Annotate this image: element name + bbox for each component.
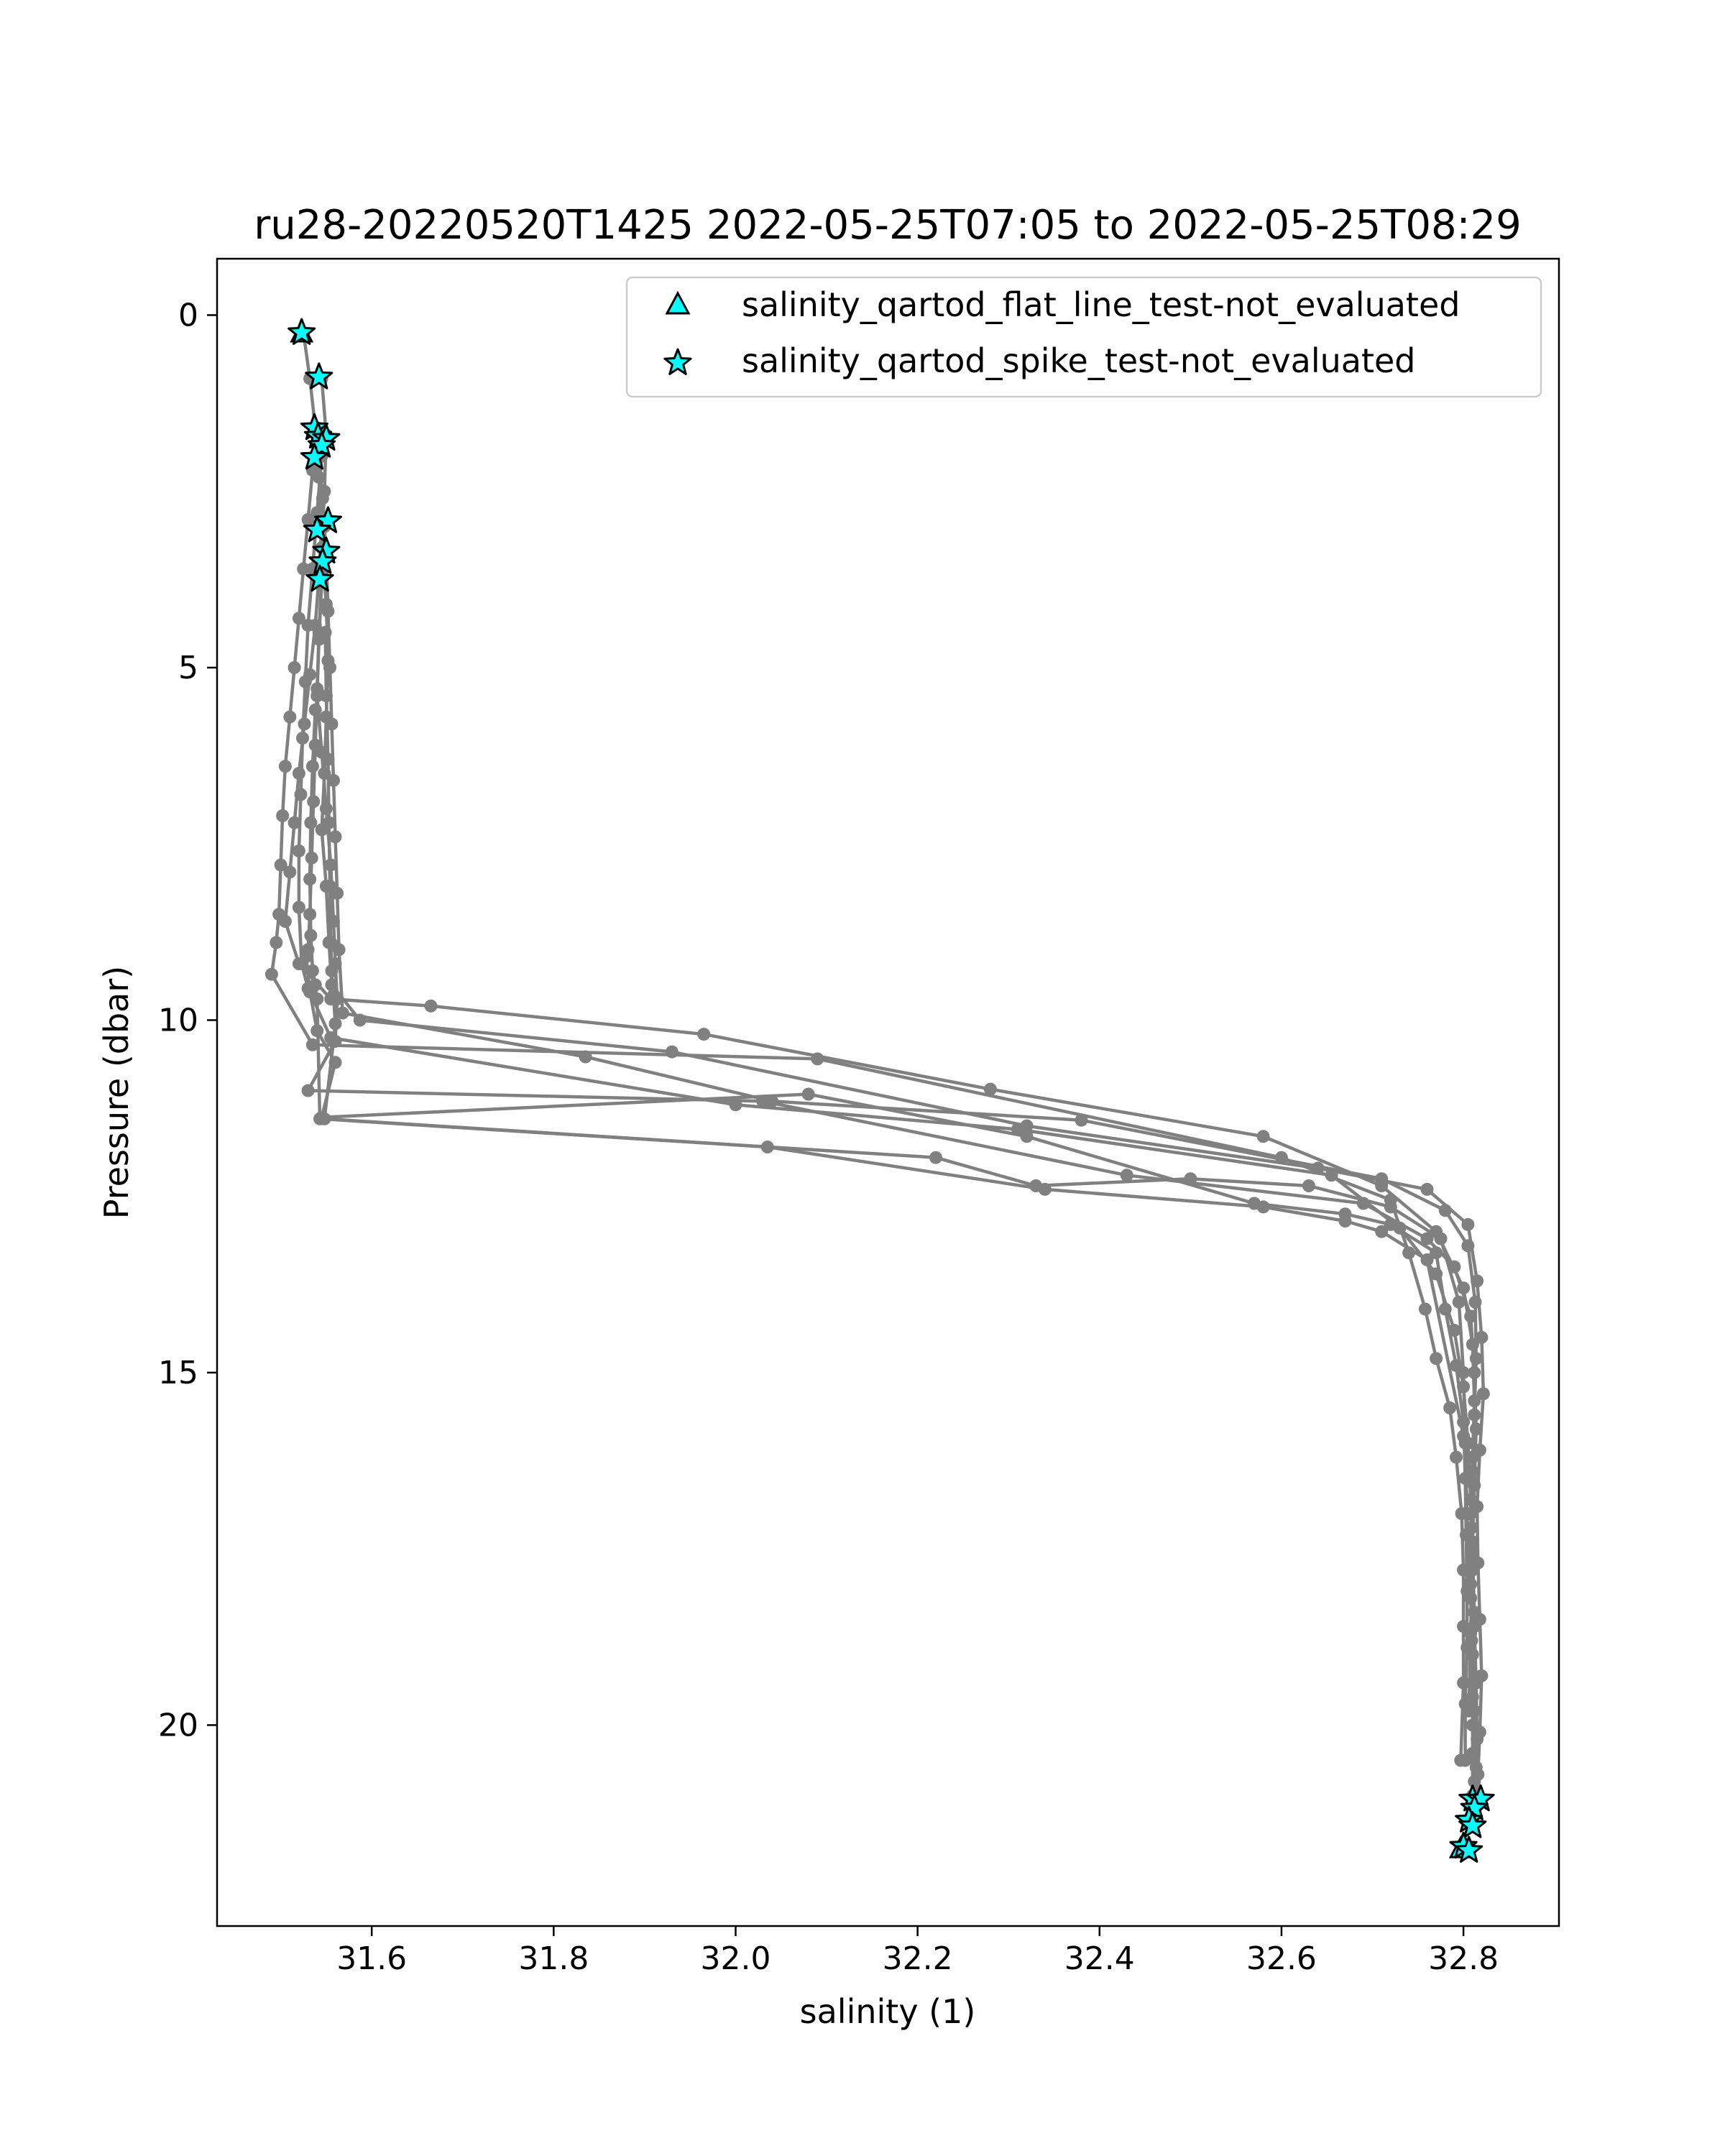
- y-axis-label: Pressure (dbar): [97, 965, 136, 1220]
- data-point: [1312, 1162, 1325, 1175]
- data-point: [1473, 1444, 1486, 1457]
- data-point: [1448, 1261, 1460, 1273]
- data-point: [1461, 1218, 1474, 1231]
- data-point: [1471, 1274, 1484, 1287]
- data-point: [697, 1028, 710, 1041]
- data-point: [275, 859, 288, 872]
- data-point: [1430, 1352, 1443, 1365]
- data-point: [283, 711, 296, 724]
- data-point: [299, 676, 312, 688]
- data-point: [320, 689, 333, 702]
- data-point: [288, 661, 301, 674]
- data-point: [1463, 1577, 1476, 1590]
- data-point: [296, 732, 309, 745]
- data-point: [310, 992, 323, 1005]
- data-point: [329, 1017, 342, 1030]
- data-point: [1375, 1172, 1388, 1185]
- data-point: [1457, 1416, 1470, 1429]
- data-point: [279, 760, 292, 773]
- data-point: [1435, 1233, 1448, 1245]
- data-point: [1039, 1183, 1052, 1196]
- data-point: [1464, 1472, 1477, 1485]
- data-point: [1457, 1366, 1470, 1379]
- data-point: [304, 816, 317, 829]
- data-point: [1453, 1296, 1466, 1309]
- x-tick-label: 32.6: [1246, 1940, 1317, 1977]
- data-point: [288, 816, 301, 829]
- data-point: [1439, 1204, 1452, 1217]
- data-point: [323, 661, 336, 674]
- data-point: [1459, 1754, 1472, 1767]
- data-point: [329, 1056, 342, 1069]
- y-tick-label: 20: [158, 1707, 198, 1744]
- data-point: [1384, 1200, 1397, 1213]
- data-point: [1460, 1507, 1473, 1520]
- data-point: [1470, 1352, 1483, 1365]
- data-point: [327, 1035, 340, 1048]
- legend: [627, 277, 1541, 397]
- data-point: [1402, 1246, 1415, 1259]
- data-point: [326, 717, 339, 730]
- data-point: [1477, 1387, 1490, 1400]
- data-point: [1460, 1529, 1473, 1542]
- data-point: [929, 1151, 942, 1164]
- data-point: [321, 753, 334, 766]
- data-point: [1475, 1331, 1488, 1344]
- data-point: [1450, 1451, 1463, 1464]
- data-point: [293, 767, 305, 780]
- data-point: [1430, 1268, 1443, 1281]
- data-point: [309, 704, 322, 717]
- data-point: [306, 1038, 319, 1051]
- data-point: [336, 1007, 349, 1020]
- data-point: [1275, 1151, 1288, 1164]
- data-point: [666, 1046, 678, 1059]
- y-tick-label: 5: [178, 649, 198, 686]
- data-point: [298, 717, 311, 730]
- y-tick-label: 0: [178, 297, 198, 334]
- data-point: [1184, 1172, 1197, 1185]
- data-point: [1339, 1215, 1352, 1227]
- data-point: [579, 1051, 592, 1064]
- data-point: [327, 989, 340, 1002]
- data-point: [270, 936, 282, 949]
- data-point: [323, 816, 336, 829]
- data-point: [984, 1083, 997, 1096]
- data-point: [1457, 1429, 1470, 1442]
- data-point: [316, 492, 329, 505]
- data-point: [1463, 1705, 1476, 1718]
- data-point: [811, 1052, 824, 1065]
- data-point: [1443, 1401, 1456, 1414]
- data-point: [1475, 1669, 1488, 1682]
- data-point: [1457, 1281, 1470, 1294]
- data-point: [1457, 1564, 1470, 1577]
- data-point: [1457, 1677, 1470, 1690]
- data-point: [1466, 1718, 1479, 1731]
- data-point: [306, 760, 319, 773]
- data-point: [324, 936, 337, 949]
- data-point: [319, 626, 332, 639]
- x-tick-label: 32.8: [1428, 1940, 1499, 1977]
- data-point: [276, 809, 289, 822]
- data-point: [306, 964, 319, 977]
- data-point: [327, 774, 340, 787]
- data-point: [1257, 1200, 1270, 1213]
- data-point: [1448, 1324, 1460, 1337]
- legend-label-flat-line: salinity_qartod_flat_line_test-not_evaluated: [742, 285, 1460, 324]
- data-point: [1257, 1130, 1270, 1143]
- data-point: [1457, 1381, 1470, 1393]
- data-point: [313, 1112, 326, 1125]
- data-point: [425, 1000, 438, 1013]
- data-point: [265, 968, 278, 981]
- x-axis-label: salinity (1): [799, 1992, 976, 2031]
- data-point: [307, 795, 320, 808]
- data-point: [1421, 1253, 1434, 1266]
- x-tick-label: 32.0: [700, 1940, 771, 1977]
- data-point: [272, 908, 285, 921]
- data-point: [757, 1095, 770, 1107]
- data-point: [300, 950, 313, 963]
- data-point: [1075, 1114, 1088, 1127]
- data-point: [327, 915, 340, 928]
- data-point: [1357, 1197, 1370, 1210]
- data-point: [1302, 1179, 1315, 1192]
- data-point: [761, 1141, 774, 1153]
- data-point: [293, 844, 305, 857]
- data-point: [1468, 1606, 1481, 1619]
- data-point: [310, 1024, 323, 1037]
- data-point: [302, 1084, 315, 1097]
- data-point: [309, 978, 322, 991]
- data-point: [1461, 1239, 1474, 1252]
- data-point: [1325, 1169, 1338, 1181]
- data-point: [1021, 1130, 1034, 1143]
- data-point: [302, 619, 315, 632]
- data-point: [321, 605, 334, 618]
- data-point: [1464, 1310, 1477, 1323]
- data-point: [303, 908, 316, 921]
- data-point: [329, 830, 342, 843]
- x-tick-label: 31.6: [336, 1940, 408, 1977]
- data-point: [324, 859, 337, 872]
- legend-label-spike: salinity_qartod_spike_test-not_evaluated: [742, 341, 1416, 380]
- data-point: [1464, 1627, 1477, 1640]
- data-point: [1470, 1422, 1483, 1435]
- data-point: [802, 1088, 815, 1101]
- chart-title: ru28-20220520T1425 2022-05-25T07:05 to 2022-05-25T08:29: [254, 202, 1522, 249]
- data-point: [1460, 1641, 1473, 1654]
- data-point: [303, 872, 316, 885]
- x-tick-label: 32.4: [1064, 1940, 1135, 1977]
- y-tick-label: 10: [158, 1002, 198, 1039]
- data-point: [320, 802, 333, 815]
- x-tick-label: 32.2: [882, 1940, 953, 1977]
- y-tick-label: 15: [158, 1354, 198, 1391]
- data-point: [326, 964, 339, 977]
- data-point: [1469, 1296, 1482, 1309]
- data-point: [295, 788, 308, 801]
- x-tick-label: 31.8: [518, 1940, 589, 1977]
- data-point: [1464, 1493, 1477, 1506]
- data-point: [1419, 1303, 1432, 1316]
- data-point: [304, 929, 317, 942]
- data-point: [1470, 1761, 1483, 1774]
- data-point: [1121, 1169, 1133, 1181]
- data-point: [1466, 1542, 1479, 1555]
- data-point: [730, 1098, 742, 1111]
- data-point: [1421, 1183, 1434, 1196]
- data-point: [305, 852, 318, 865]
- data-point: [1468, 1409, 1481, 1422]
- data-point: [1375, 1225, 1388, 1238]
- data-point: [1439, 1303, 1452, 1316]
- data-point: [309, 739, 322, 752]
- data-point: [323, 880, 336, 893]
- data-point: [354, 1014, 367, 1027]
- data-point: [1421, 1233, 1434, 1245]
- data-point: [293, 901, 305, 914]
